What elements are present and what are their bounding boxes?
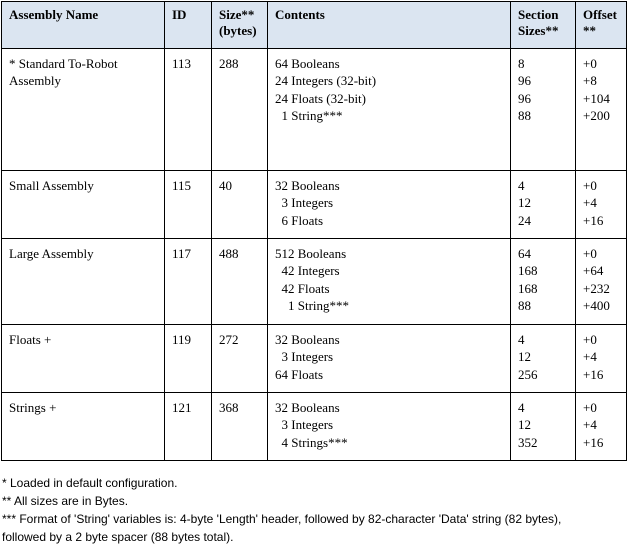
header-contents: Contents xyxy=(268,2,511,49)
cell-contents: 32 Booleans 3 Integers 6 Floats xyxy=(268,171,511,239)
cell-assembly-name: Small Assembly xyxy=(2,171,165,239)
table-row xyxy=(2,325,627,393)
cell-size: 272 xyxy=(212,325,268,393)
footnotes xyxy=(2,474,626,546)
table-row xyxy=(2,239,627,325)
cell-offsets: +0 +4 +16 xyxy=(576,393,627,461)
cell-assembly-name: Floats + xyxy=(2,325,165,393)
assembly-table xyxy=(1,1,627,461)
cell-size: 488 xyxy=(212,239,268,325)
footnote-string-format: *** Format of 'String' variables is: 4-byte 'Length' header, followed by 82-character 'Data' string (82 bytes), xyxy=(2,512,562,526)
footnote-default-config: * Loaded in default configuration. xyxy=(2,476,178,490)
cell-size: 368 xyxy=(212,393,268,461)
cell-contents: 32 Booleans 3 Integers 4 Strings*** xyxy=(268,393,511,461)
cell-size: 40 xyxy=(212,171,268,239)
cell-id: 119 xyxy=(165,325,212,393)
cell-offsets: +0 +64 +232 +400 xyxy=(576,239,627,325)
cell-contents: 64 Booleans 24 Integers (32-bit) 24 Floats (32-bit) 1 String*** xyxy=(268,49,511,171)
table-row xyxy=(2,393,627,461)
cell-id: 113 xyxy=(165,49,212,171)
cell-offsets: +0 +8 +104 +200 xyxy=(576,49,627,171)
header-id: ID xyxy=(165,2,212,49)
header-size: Size** (bytes) xyxy=(212,2,268,49)
footnote-string-format-continued: followed by a 2 byte spacer (88 bytes total). xyxy=(2,530,234,544)
footnote-sizes: ** All sizes are in Bytes. xyxy=(2,494,129,508)
cell-id: 121 xyxy=(165,393,212,461)
cell-contents: 512 Booleans 42 Integers 42 Floats 1 String*** xyxy=(268,239,511,325)
table-header-row xyxy=(2,2,627,49)
header-section-sizes: Section Sizes** xyxy=(511,2,576,49)
header-assembly-name: Assembly Name xyxy=(2,2,165,49)
cell-section-sizes: 8 96 96 88 xyxy=(511,49,576,171)
header-offset: Offset ** xyxy=(576,2,627,49)
cell-offsets: +0 +4 +16 xyxy=(576,171,627,239)
cell-section-sizes: 64 168 168 88 xyxy=(511,239,576,325)
cell-assembly-name: * Standard To-Robot Assembly xyxy=(2,49,165,171)
cell-contents: 32 Booleans 3 Integers 64 Floats xyxy=(268,325,511,393)
table-row xyxy=(2,49,627,171)
cell-size: 288 xyxy=(212,49,268,171)
cell-id: 117 xyxy=(165,239,212,325)
cell-offsets: +0 +4 +16 xyxy=(576,325,627,393)
cell-section-sizes: 4 12 24 xyxy=(511,171,576,239)
table-row xyxy=(2,171,627,239)
cell-section-sizes: 4 12 352 xyxy=(511,393,576,461)
cell-assembly-name: Large Assembly xyxy=(2,239,165,325)
cell-section-sizes: 4 12 256 xyxy=(511,325,576,393)
cell-id: 115 xyxy=(165,171,212,239)
cell-assembly-name: Strings + xyxy=(2,393,165,461)
